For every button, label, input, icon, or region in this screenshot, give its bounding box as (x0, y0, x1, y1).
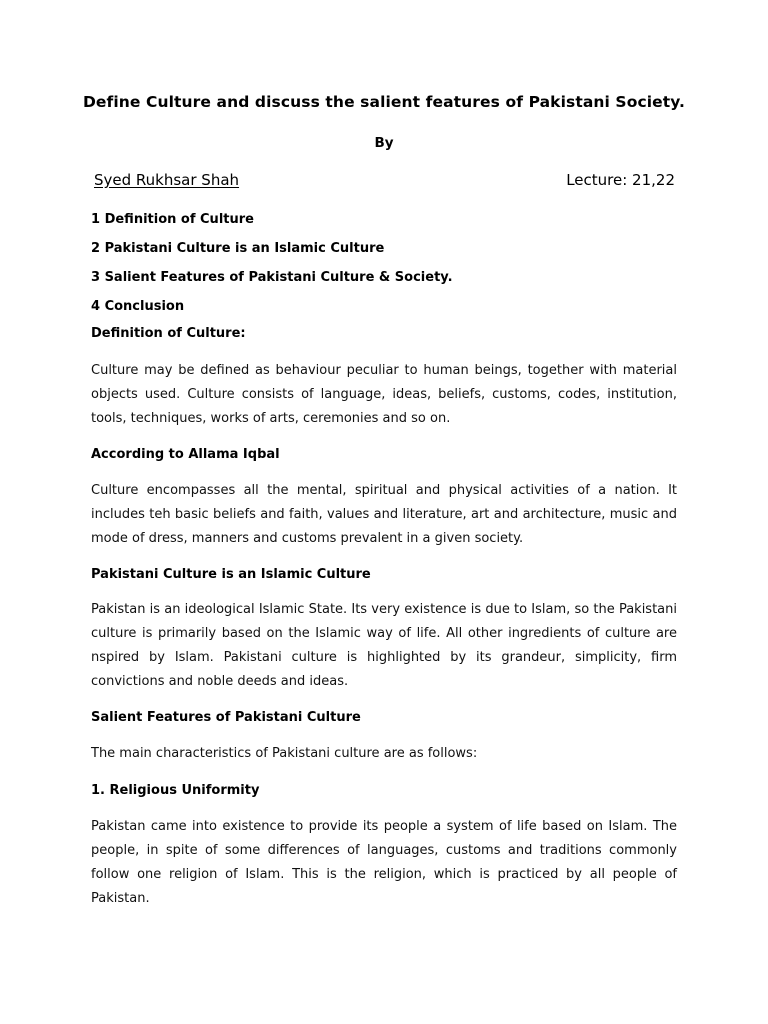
byline-label: By (374, 135, 394, 151)
paragraph-islamic-culture: Pakistan is an ideological Islamic State. Its very existence is due to Islam, so the Pakistani culture is primarily based on the Islamic way of life. All other ingredients of culture are nspired by Islam. Pakistani culture is highlighted by its grandeur, simplicity, firm convictions and noble deeds and ideas. (91, 602, 677, 689)
section-heading-iqbal: According to Allama Iqbal (91, 447, 280, 462)
outline-item: 1 Definition of Culture (91, 212, 254, 227)
section-heading-salient-features: Salient Features of Pakistani Culture (91, 710, 361, 725)
paragraph-salient-features: The main characteristics of Pakistani culture are as follows: (91, 746, 478, 761)
section-heading-islamic-culture: Pakistani Culture is an Islamic Culture (91, 567, 371, 582)
paragraph-religious-uniformity: Pakistan came into existence to provide its people a system of life based on Islam. The people, in spite of some differences of languages, customs and traditions commonly follow one religion of Islam. This is the religion, which is practiced by all people of Pakistan. (91, 819, 677, 906)
section-heading-definition: Definition of Culture: (91, 326, 246, 341)
paragraph-iqbal: Culture encompasses all the mental, spiritual and physical activities of a nation. It includes teh basic beliefs and faith, values and literature, art and architecture, music and mode of dress, manners and customs prevalent in a given society. (91, 483, 677, 546)
document-title: Define Culture and discuss the salient features of Pakistani Society. (82, 93, 686, 111)
outline-item: 2 Pakistani Culture is an Islamic Culture (91, 241, 385, 256)
outline-list (91, 211, 453, 327)
author-name: Syed Rukhsar Shah (94, 171, 240, 189)
outline-item: 3 Salient Features of Pakistani Culture & Society. (91, 270, 453, 285)
section-heading-religious-uniformity: 1. Religious Uniformity (91, 783, 260, 798)
outline-item: 4 Conclusion (91, 299, 185, 314)
paragraph-definition: Culture may be defined as behaviour peculiar to human beings, together with material objects used. Culture consists of language, ideas, beliefs, customs, codes, institution, tools, techniques, works of arts, ceremonies and so on. (91, 363, 677, 426)
lecture-number: Lecture: 21,22 (566, 171, 675, 189)
